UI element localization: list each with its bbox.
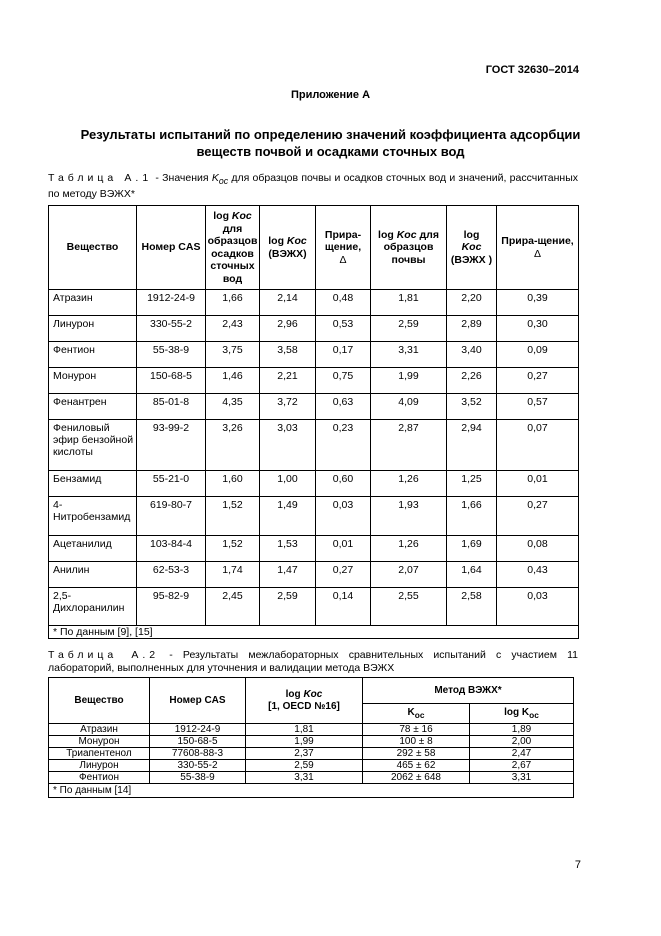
koc-label: Koc: [396, 228, 417, 241]
cell-log-sludge: 1,46: [206, 368, 260, 394]
table2-header-substance: Вещество: [49, 678, 150, 724]
hplc-label: (ВЭЖХ): [268, 247, 307, 260]
table2-header-row: [49, 678, 574, 704]
cell-log-hplc-2: 3,40: [447, 342, 497, 368]
cell-koc-hplc: 100 ± 8: [363, 736, 470, 748]
cell-delta: 0,03: [316, 497, 371, 536]
cell-cas: 55-38-9: [150, 772, 246, 784]
cell-log-koc-hplc: 2,67: [470, 760, 574, 772]
cell-cas: 93-99-2: [137, 420, 206, 471]
cell-log-hplc-2: 2,94: [447, 420, 497, 471]
cell-koc-hplc: 292 ± 58: [363, 748, 470, 760]
table1-footnote: * По данным [9], [15]: [49, 626, 579, 639]
cell-log-hplc: 1,49: [260, 497, 316, 536]
cell-delta-2: 0,01: [497, 471, 579, 497]
cell-koc-hplc: 465 ± 62: [363, 760, 470, 772]
cell-substance: Атразин: [49, 724, 150, 736]
log-prefix: log: [268, 235, 287, 247]
oecd-label: [1, OECD №16]: [268, 700, 340, 712]
cell-delta-2: 0,09: [497, 342, 579, 368]
cell-log-sludge: 2,43: [206, 316, 260, 342]
cell-delta-2: 0,57: [497, 394, 579, 420]
table-row: [49, 748, 574, 760]
cell-cas: 330-55-2: [150, 760, 246, 772]
logk-sub: oc: [529, 709, 539, 720]
log-prefix: log: [213, 210, 232, 222]
table-row: [49, 772, 574, 784]
cell-log-sludge: 1,60: [206, 471, 260, 497]
cell-log-koc: 2,37: [246, 748, 363, 760]
cell-log-hplc: 2,21: [260, 368, 316, 394]
cell-delta-2: 0,03: [497, 588, 579, 626]
page-title-line-2: веществ почвой и осадками сточных вод: [196, 144, 465, 159]
table1-header-log-hplc: [260, 206, 316, 290]
cell-substance: Триапентенол: [49, 748, 150, 760]
cell-log-soil: 2,55: [371, 588, 447, 626]
cell-log-hplc: 1,53: [260, 536, 316, 562]
cell-log-hplc-2: 1,25: [447, 471, 497, 497]
cell-delta-2: 0,27: [497, 497, 579, 536]
cell-log-soil: 1,26: [371, 471, 447, 497]
table1-header-log-hplc-2: [447, 206, 497, 290]
table1-header-row: [49, 206, 579, 290]
table1-caption-k: K: [211, 172, 219, 184]
cell-log-sludge: 3,75: [206, 342, 260, 368]
cell-delta: 0,75: [316, 368, 371, 394]
cell-cas: 62-53-3: [137, 562, 206, 588]
cell-substance: Монурон: [49, 736, 150, 748]
cell-log-sludge: 2,45: [206, 588, 260, 626]
log-prefix: log: [463, 228, 480, 241]
increment-label-2: Прира-щение,: [501, 235, 574, 247]
cell-log-hplc: 3,72: [260, 394, 316, 420]
appendix-title: Приложение А: [290, 89, 371, 101]
cell-cas: 103-84-4: [137, 536, 206, 562]
cell-cas: 330-55-2: [137, 316, 206, 342]
cell-delta-2: 0,43: [497, 562, 579, 588]
table-row: [49, 342, 579, 368]
cell-log-hplc: 2,59: [260, 588, 316, 626]
cell-cas: 95-82-9: [137, 588, 206, 626]
cell-cas: 1912-24-9: [150, 724, 246, 736]
cell-delta: 0,14: [316, 588, 371, 626]
table-row: [49, 724, 574, 736]
table1-caption-pre: - Значения: [152, 172, 212, 184]
cell-substance: Фентион: [49, 342, 137, 368]
koc-label: Koc: [286, 235, 307, 247]
koc-label: Koc: [303, 688, 323, 700]
cell-substance: 2,5-Дихлоранилин: [49, 588, 137, 626]
cell-log-hplc: 1,47: [260, 562, 316, 588]
table-row: [49, 736, 574, 748]
cell-log-sludge: 1,74: [206, 562, 260, 588]
table-row: [49, 394, 579, 420]
table2-caption-label: Таблица А.2: [48, 649, 160, 661]
cell-log-soil: 2,07: [371, 562, 447, 588]
log-prefix: log: [285, 688, 304, 700]
cell-log-soil: 1,93: [371, 497, 447, 536]
cell-cas: 1912-24-9: [137, 290, 206, 316]
cell-log-koc-hplc: 2,47: [470, 748, 574, 760]
cell-substance: Фениловый эфир бензойной кислоты: [49, 420, 137, 471]
cell-log-hplc-2: 2,89: [447, 316, 497, 342]
cell-log-hplc-2: 1,69: [447, 536, 497, 562]
table2-header-method: Метод ВЭЖХ*: [363, 678, 574, 704]
cell-delta: 0,48: [316, 290, 371, 316]
page-title-line-1: Результаты испытаний по определению значений коэффициента адсорбции: [80, 127, 581, 142]
delta-symbol: Δ: [339, 253, 347, 266]
table-row: [49, 497, 579, 536]
table1-header-log-sludge: [206, 206, 260, 290]
hplc-label-2: (ВЭЖХ ): [450, 253, 493, 266]
table-row: [49, 316, 579, 342]
table2-header-log-koc-hplc: [470, 704, 574, 724]
cell-delta-2: 0,39: [497, 290, 579, 316]
cell-substance: Атразин: [49, 290, 137, 316]
cell-substance: Анилин: [49, 562, 137, 588]
cell-log-hplc-2: 1,64: [447, 562, 497, 588]
table-row: [49, 562, 579, 588]
table1-header-cas: Номер CAS: [137, 206, 206, 290]
cell-log-koc: 1,81: [246, 724, 363, 736]
cell-delta: 0,63: [316, 394, 371, 420]
cell-log-hplc: 3,03: [260, 420, 316, 471]
document-code: ГОСТ 32630–2014: [485, 64, 579, 76]
table2-header-koc: [363, 704, 470, 724]
cell-log-koc-hplc: 3,31: [470, 772, 574, 784]
table1-footnote-row: [49, 626, 579, 639]
cell-cas: 55-38-9: [137, 342, 206, 368]
cell-delta-2: 0,27: [497, 368, 579, 394]
cell-delta: 0,60: [316, 471, 371, 497]
cell-log-hplc: 3,58: [260, 342, 316, 368]
table-row: [49, 760, 574, 772]
table1-header-substance: Вещество: [49, 206, 137, 290]
cell-log-hplc: 2,96: [260, 316, 316, 342]
table-row: [49, 368, 579, 394]
cell-delta-2: 0,07: [497, 420, 579, 471]
cell-cas: 77608-88-3: [150, 748, 246, 760]
cell-log-hplc: 1,00: [260, 471, 316, 497]
table1-caption-label: Таблица А.1: [48, 172, 153, 184]
table-row: [49, 420, 579, 471]
cell-cas: 150-68-5: [150, 736, 246, 748]
cell-log-soil: 2,87: [371, 420, 447, 471]
table1-header-increment-2: [497, 206, 579, 290]
cell-substance: Бензамид: [49, 471, 137, 497]
cell-substance: 4-Нитробензамид: [49, 497, 137, 536]
k-sub: oc: [414, 709, 425, 720]
sludge-label: для образцов осадков сточных вод: [207, 222, 258, 285]
table2-caption-text: - Результаты межлабораторных сравнительных испытаний с участием 11 лабораторий, выполненных для уточнения и валидации метода ВЭЖХ: [48, 649, 578, 674]
cell-substance: Линурон: [49, 760, 150, 772]
koc-label: Koc: [231, 210, 252, 222]
table2-footnote: * По данным [14]: [49, 784, 574, 798]
cell-delta: 0,01: [316, 536, 371, 562]
cell-koc-hplc: 2062 ± 648: [363, 772, 470, 784]
table-row: [49, 536, 579, 562]
table1-header-increment: [316, 206, 371, 290]
cell-delta: 0,53: [316, 316, 371, 342]
cell-log-sludge: 3,26: [206, 420, 260, 471]
cell-cas: 619-80-7: [137, 497, 206, 536]
cell-log-hplc: 2,14: [260, 290, 316, 316]
cell-log-hplc-2: 2,20: [447, 290, 497, 316]
cell-substance: Фентион: [49, 772, 150, 784]
cell-log-sludge: 4,35: [206, 394, 260, 420]
table-row: [49, 471, 579, 497]
cell-log-koc-hplc: 1,89: [470, 724, 574, 736]
cell-log-koc-hplc: 2,00: [470, 736, 574, 748]
cell-log-koc: 2,59: [246, 760, 363, 772]
cell-log-soil: 4,09: [371, 394, 447, 420]
table-2: [48, 677, 574, 798]
cell-log-sludge: 1,66: [206, 290, 260, 316]
log-prefix: log: [378, 228, 397, 241]
table2-caption: [48, 649, 578, 675]
cell-log-soil: 1,99: [371, 368, 447, 394]
table1-header-log-soil: [371, 206, 447, 290]
soil-label: для образцов почвы: [383, 228, 439, 266]
table1-caption-post: для образцов почвы и осадков сточных вод и значений, рассчитанных по методу ВЭЖХ*: [48, 172, 578, 201]
increment-label: Прира-щение,: [324, 228, 362, 254]
cell-delta-2: 0,30: [497, 316, 579, 342]
table2-header-cas: Номер CAS: [150, 678, 246, 724]
table-1: [48, 205, 579, 639]
cell-log-hplc-2: 3,52: [447, 394, 497, 420]
cell-cas: 85-01-8: [137, 394, 206, 420]
cell-log-sludge: 1,52: [206, 497, 260, 536]
cell-delta: 0,17: [316, 342, 371, 368]
cell-substance: Линурон: [49, 316, 137, 342]
cell-koc-hplc: 78 ± 16: [363, 724, 470, 736]
k-main: K: [407, 706, 415, 718]
table1-caption: [48, 172, 578, 201]
table-row: [49, 290, 579, 316]
cell-log-soil: 1,81: [371, 290, 447, 316]
cell-log-soil: 1,26: [371, 536, 447, 562]
cell-log-koc: 1,99: [246, 736, 363, 748]
cell-delta: 0,23: [316, 420, 371, 471]
table2-footnote-row: [49, 784, 574, 798]
page-title: [60, 126, 601, 160]
cell-cas: 55-21-0: [137, 471, 206, 497]
cell-log-soil: 3,31: [371, 342, 447, 368]
logk-main: log K: [504, 706, 530, 718]
cell-log-hplc-2: 2,58: [447, 588, 497, 626]
cell-log-hplc-2: 2,26: [447, 368, 497, 394]
cell-log-hplc-2: 1,66: [447, 497, 497, 536]
cell-substance: Фенантрен: [49, 394, 137, 420]
cell-cas: 150-68-5: [137, 368, 206, 394]
cell-log-koc: 3,31: [246, 772, 363, 784]
cell-log-sludge: 1,52: [206, 536, 260, 562]
cell-delta: 0,27: [316, 562, 371, 588]
table2-header-log-koc: [246, 678, 363, 724]
koc-label: Koc: [461, 241, 482, 254]
delta-symbol-2: Δ: [533, 247, 541, 260]
page-number: 7: [574, 859, 581, 871]
table-row: [49, 588, 579, 626]
cell-log-soil: 2,59: [371, 316, 447, 342]
cell-substance: Ацетанилид: [49, 536, 137, 562]
cell-substance: Монурон: [49, 368, 137, 394]
cell-delta-2: 0,08: [497, 536, 579, 562]
table1-caption-k-sub: oc: [218, 176, 229, 187]
